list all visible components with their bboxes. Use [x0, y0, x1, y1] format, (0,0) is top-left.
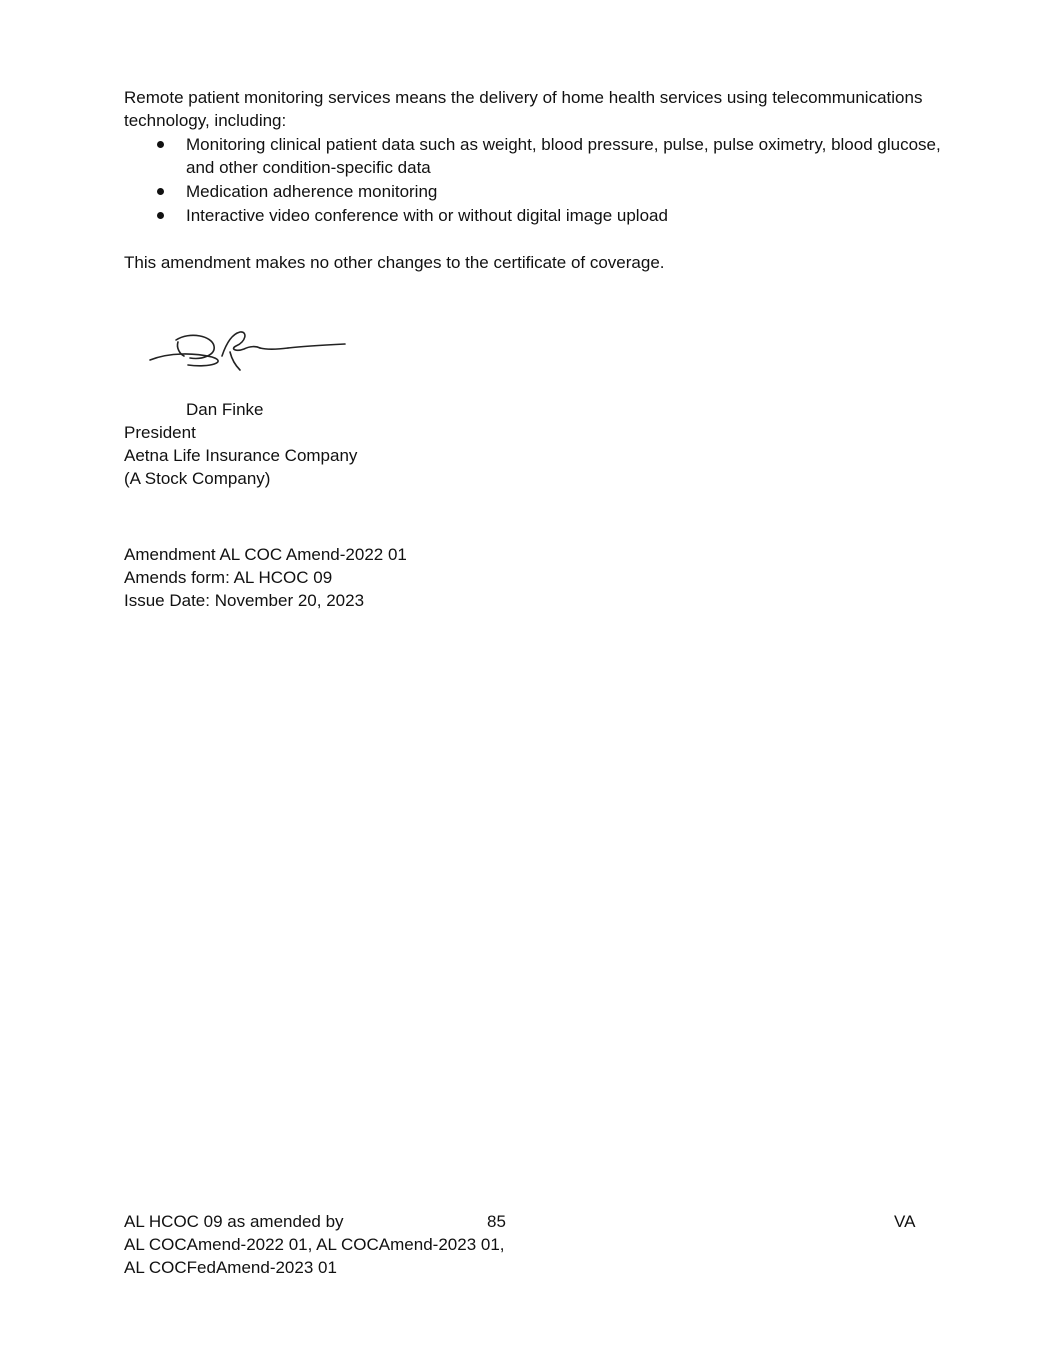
bullet-icon — [155, 180, 165, 190]
footer-form-line: AL HCOC 09 as amended by — [124, 1212, 344, 1231]
footer-form-line: AL COCAmend-2022 01, AL COCAmend-2023 01, — [124, 1235, 505, 1254]
intro-paragraph-line: Remote patient monitoring services means the delivery of home health services using telecommunications — [124, 88, 923, 107]
closing-paragraph: This amendment makes no other changes to the certificate of coverage. — [124, 253, 665, 272]
amends-form: Amends form: AL HCOC 09 — [124, 568, 333, 587]
page-number: 85 — [487, 1212, 506, 1231]
footer-state: VA — [894, 1212, 916, 1231]
signer-company-type: (A Stock Company) — [124, 469, 271, 488]
footer-form-line: AL COCFedAmend-2023 01 — [124, 1258, 337, 1277]
issue-date: Issue Date: November 20, 2023 — [124, 591, 365, 610]
intro-paragraph-line: technology, including: — [124, 111, 287, 130]
signer-company: Aetna Life Insurance Company — [124, 446, 358, 465]
list-item-text: Medication adherence monitoring — [186, 182, 438, 201]
bullet-icon — [155, 204, 165, 214]
amendment-id: Amendment AL COC Amend-2022 01 — [124, 545, 407, 564]
list-item-text: Monitoring clinical patient data such as weight, blood pressure, pulse, pulse oximetry, blood glucose, — [186, 135, 941, 154]
signer-name: Dan Finke — [186, 400, 264, 419]
signature-icon — [140, 322, 355, 377]
list-item-text: Interactive video conference with or without digital image upload — [186, 206, 668, 225]
list-item-text: and other condition-specific data — [186, 158, 431, 177]
bullet-icon — [155, 133, 165, 143]
signer-title: President — [124, 423, 196, 442]
